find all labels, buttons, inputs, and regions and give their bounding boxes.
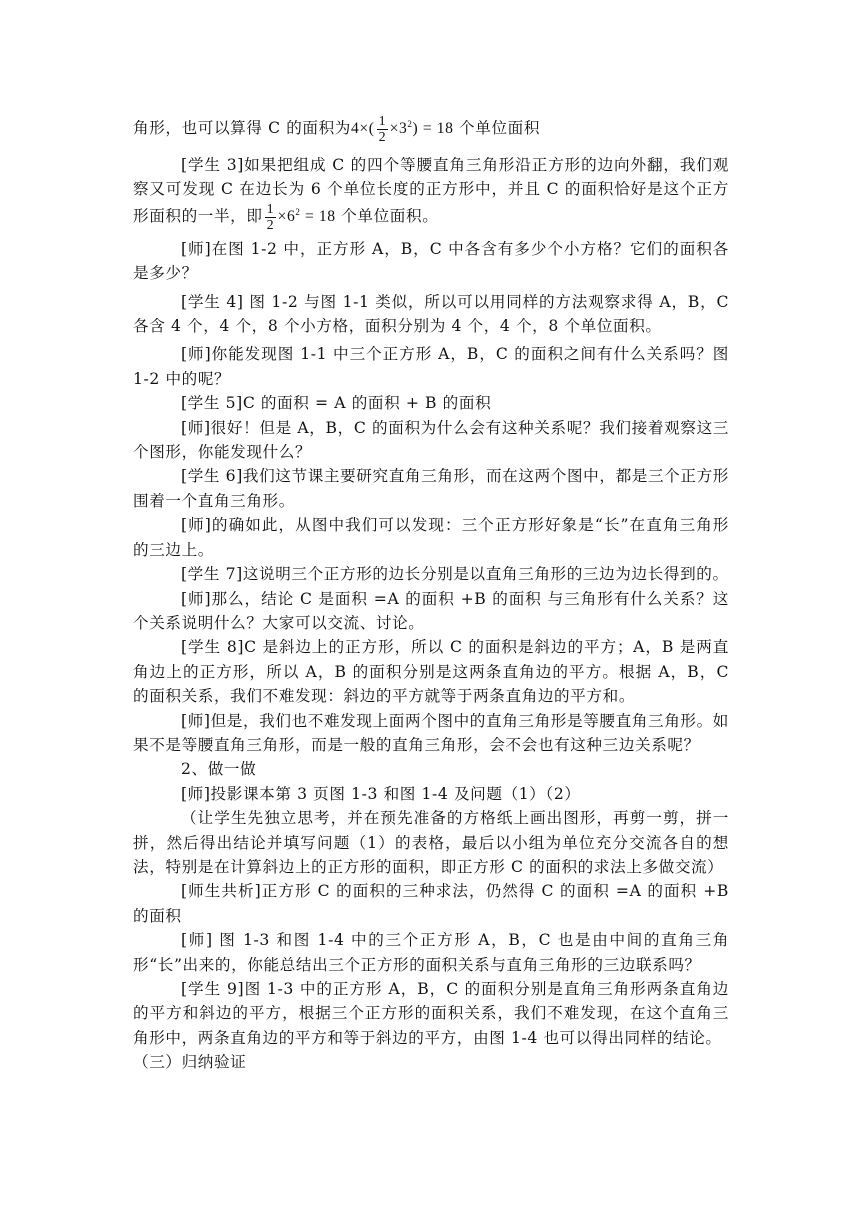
paragraph: [学生 4] 图 1-2 与图 1-1 类似，所以可以用同样的方法观察求得 A，B，C 各含 4 个，4 个，8 个小方格，面积分别为 4 个，4 个，8 个单位面积。	[133, 292, 729, 336]
paragraph: [师]投影课本第 3 页图 1-3 和图 1-4 及问题（1）（2）	[181, 784, 581, 803]
formula: 4×( $\frac{1}{2}$ $\times 3^2) = 18$	[350, 113, 454, 145]
section-heading: 2、做一做	[181, 760, 257, 779]
paragraph: [师]的确如此，从图中我们可以发现：三个正方形好象是“长”在直角三角形的三边上。	[133, 516, 729, 559]
document-body	[133, 108, 729, 1075]
paragraph: [师生共析]正方形 C 的面积的三种求法，仍然得 C 的面积 =A 的面积 +B 的面积	[133, 882, 729, 925]
paragraph: [学生 8]C 是斜边上的正方形，所以 C 的面积是斜边的平方；A，B 是两直角边上的正方形，所以 A，B 的面积分别是这两条直角边的平方。根据 A，B，C 的面积关系，我们不难发现：斜边的平方就等于两条直角边的平方和。	[133, 638, 729, 706]
paragraph: 角形，也可以算得 C 的面积为4×( $\frac{1}{2}$ $\times 3^2) = 18$ 个单位面积	[133, 113, 541, 145]
paragraph: [学生 9]图 1-3 中的正方形 A，B，C 的面积分别是直角三角形两条直角边的平方和斜边的平方，根据三个正方形的面积关系，我们不难发现，在这个直角三角形中，两条直角边的平方和等于斜边的平方，由图 1-4 也可以得出同样的结论。	[133, 980, 729, 1047]
paragraph: [学生 7]这说明三个正方形的边长分别是以直角三角形的三边为边长得到的。	[181, 565, 729, 584]
section-heading: （三）归纳验证	[133, 1053, 247, 1072]
paragraph: [学生 3]如果把组成 C 的四个等腰直角三角形沿正方形的边向外翻，我们观察又可发现 C 在边长为 6 个单位长度的正方形中，并且 C 的面积恰好是这个正方形面积的一半，即 $\frac{1}{2}$ $\times 6^2 = 18$ 个单位面积。	[133, 156, 729, 233]
paragraph: [师]很好！但是 A，B，C 的面积为什么会有这种关系呢？我们接着观察这三个图形，你能发现什么？	[133, 418, 729, 462]
paragraph: [师]但是，我们也不难发现上面两个图中的直角三角形是等腰直角三角形。如果不是等腰直角三角形，而是一般的直角三角形，会不会也有这种三边关系呢？	[133, 711, 729, 754]
paragraph: [师] 图 1-3 和图 1-4 中的三个正方形 A，B，C 也是由中间的直角三角形“长”出来的，你能总结出三个正方形的面积关系与直角三角形的三边联系吗？	[133, 931, 729, 974]
paragraph: [师]你能发现图 1-1 中三个正方形 A，B，C 的面积之间有什么关系吗？图 1-2 中的呢？	[133, 345, 729, 388]
formula: $\frac{1}{2}$ $\times 6^2 = 18$	[266, 201, 336, 233]
paragraph: [学生 6]我们这节课主要研究直角三角形，而在这两个图中，都是三个正方形围着一个直角三角形。	[133, 467, 729, 510]
fraction: $\frac{1}{2}$	[266, 201, 274, 233]
paragraph: [师]在图 1-2 中，正方形 A，B，C 中各含有多少个小方格？它们的面积各是多少？	[133, 239, 729, 283]
paragraph: [学生 5]C 的面积 = A 的面积 + B 的面积	[181, 394, 492, 413]
fraction: $\frac{1}{2}$	[378, 113, 386, 145]
paragraph: （让学生先独立思考，并在预先准备的方格纸上画出图形，再剪一剪，拼一拼，然后得出结论并填写问题（1）的表格，最后以小组为单位充分交流各自的想法，特别是在计算斜边上的正方形的面积，即正方形 C 的面积的求法上多做交流）	[133, 809, 729, 876]
paragraph: [师]那么，结论 C 是面积 =A 的面积 +B 的面积 与三角形有什么关系？这个关系说明什么？大家可以交流、讨论。	[133, 589, 729, 632]
